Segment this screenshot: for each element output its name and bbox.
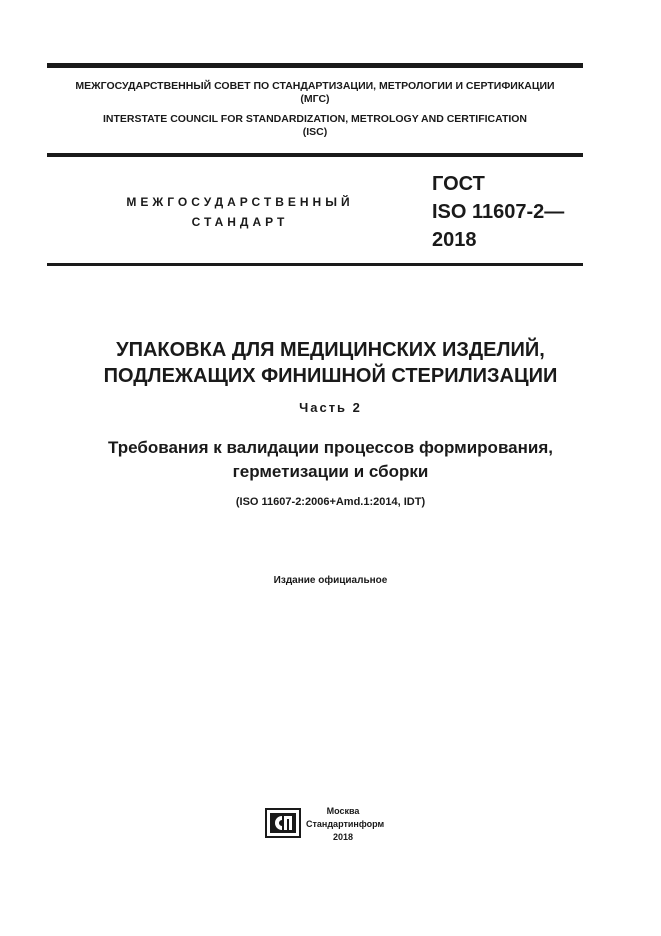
- council-en-abbr: (ISC): [302, 126, 328, 138]
- standard-type-line-2: СТАНДАРТ: [191, 215, 289, 229]
- standartinform-logo-icon: [265, 808, 301, 838]
- council-en-name: INTERSTATE COUNCIL FOR STANDARDIZATION, METROLOGY AND CERTIFICATION: [102, 113, 528, 125]
- gost-designation: [432, 170, 564, 254]
- subtitle-line-2: герметизации и сборки: [232, 462, 429, 481]
- gost-number: ISO 11607-2—: [432, 201, 565, 223]
- council-ru: [47, 80, 583, 106]
- bottom-rule: [47, 263, 583, 266]
- council-ru-name: МЕЖГОСУДАРСТВЕННЫЙ СОВЕТ ПО СТАНДАРТИЗАЦИИ, МЕТРОЛОГИИ И СЕРТИФИКАЦИИ: [75, 80, 555, 92]
- top-rule: [47, 63, 583, 68]
- middle-rule: [47, 153, 583, 157]
- part-number: Часть 2: [299, 400, 362, 415]
- iso-reference: (ISO 11607-2:2006+Amd.1:2014, IDT): [235, 496, 426, 508]
- publisher-info: [306, 805, 385, 844]
- gost-label: ГОСТ: [432, 173, 485, 195]
- title-line-2: ПОДЛЕЖАЩИХ ФИНИШНОЙ СТЕРИЛИЗАЦИИ: [103, 365, 558, 387]
- document-title: [30, 337, 631, 389]
- council-en: [47, 113, 583, 139]
- title-line-1: УПАКОВКА ДЛЯ МЕДИЦИНСКИХ ИЗДЕЛИЙ,: [116, 339, 545, 361]
- document-subtitle: [30, 436, 631, 484]
- publisher-name: Стандартинформ: [306, 819, 385, 829]
- council-ru-abbr: (МГС): [300, 93, 330, 105]
- gost-year: 2018: [432, 229, 477, 251]
- publisher-city: Москва: [326, 806, 360, 816]
- publisher-year: 2018: [332, 832, 354, 842]
- subtitle-line-1: Требования к валидации процессов формирования,: [108, 438, 553, 457]
- standard-type-line-1: МЕЖГОСУДАРСТВЕННЫЙ: [126, 195, 354, 209]
- edition-note: Издание официальное: [273, 575, 388, 586]
